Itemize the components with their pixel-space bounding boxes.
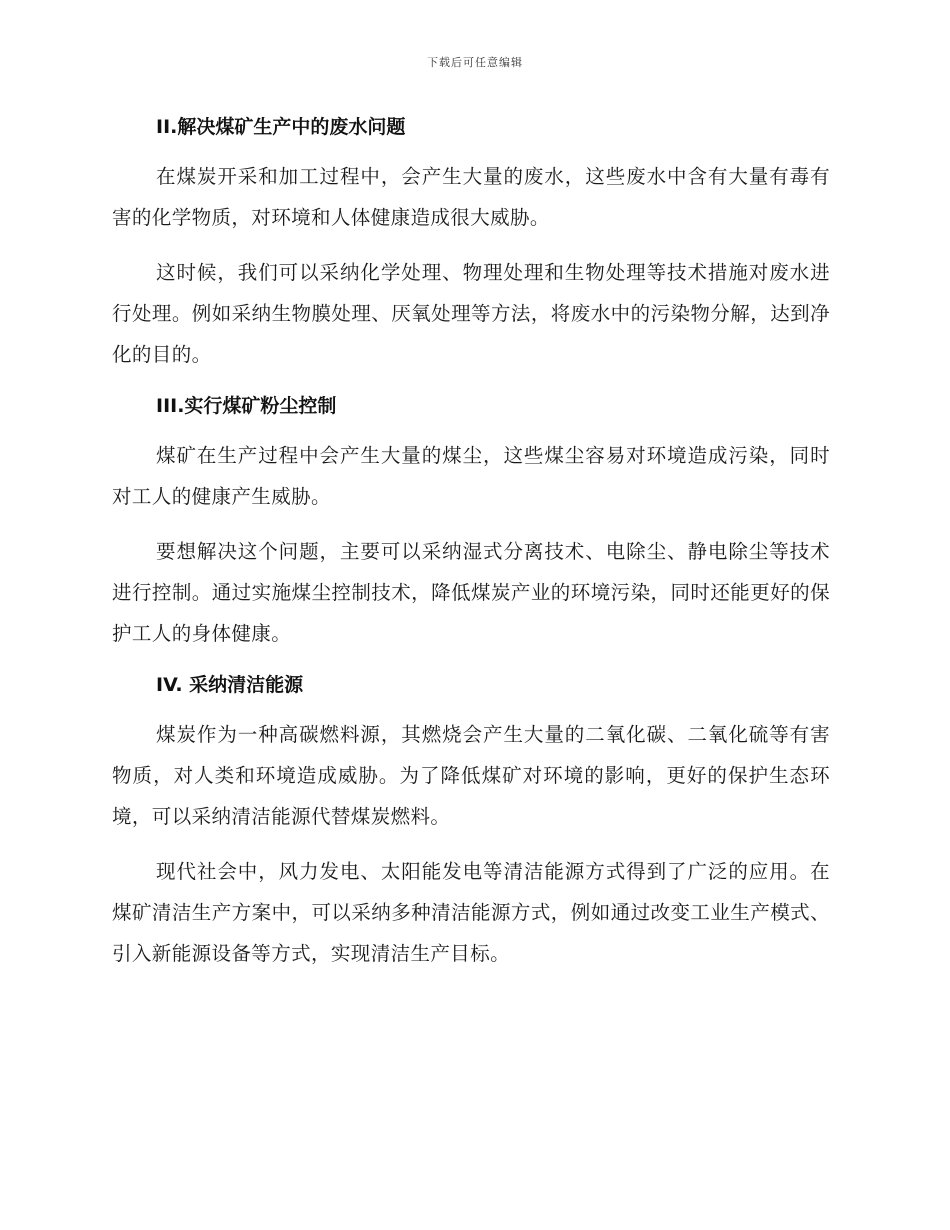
paragraph: 煤矿在生产过程中会产生大量的煤尘，这些煤尘容易对环境造成污染，同时对工人的健康产生威胁。: [112, 444, 830, 508]
paragraph: 现代社会中，风力发电、太阳能发电等清洁能源方式得到了广泛的应用。在煤矿清洁生产方案中，可以采纳多种清洁能源方式，例如通过改变工业生产模式、引入新能源设备等方式，实现清洁生产目标。: [112, 860, 830, 965]
paragraph: 这时候，我们可以采纳化学处理、物理处理和生物处理等技术措施对废水进行处理。例如采纳生物膜处理、厌氧处理等方法，将废水中的污染物分解，达到净化的目的。: [112, 261, 830, 366]
paragraph: 煤炭作为一种高碳燃料源，其燃烧会产生大量的二氧化碳、二氧化硫等有害物质，对人类和环境造成威胁。为了降低煤矿对环境的影响，更好的保护生态环境，可以采纳清洁能源代替煤炭燃料。: [112, 723, 830, 828]
paragraph: 要想解决这个问题，主要可以采纳湿式分离技术、电除尘、静电除尘等技术进行控制。通过实施煤尘控制技术，降低煤炭产业的环境污染，同时还能更好的保护工人的身体健康。: [112, 540, 830, 645]
section-heading: III.实行煤矿粉尘控制: [156, 395, 337, 417]
document-body: [112, 110, 830, 988]
section-clean-energy: [112, 668, 830, 974]
section-heading: II.解决煤矿生产中的废水问题: [156, 116, 406, 138]
section-wastewater: [112, 110, 830, 375]
section-dust-control: [112, 389, 830, 654]
header-note: 下载后可任意编辑: [427, 56, 523, 69]
section-heading: IV. 采纳清洁能源: [156, 674, 304, 696]
paragraph: 在煤炭开采和加工过程中，会产生大量的废水，这些废水中含有大量有毒有害的化学物质，对环境和人体健康造成很大威胁。: [112, 165, 830, 229]
